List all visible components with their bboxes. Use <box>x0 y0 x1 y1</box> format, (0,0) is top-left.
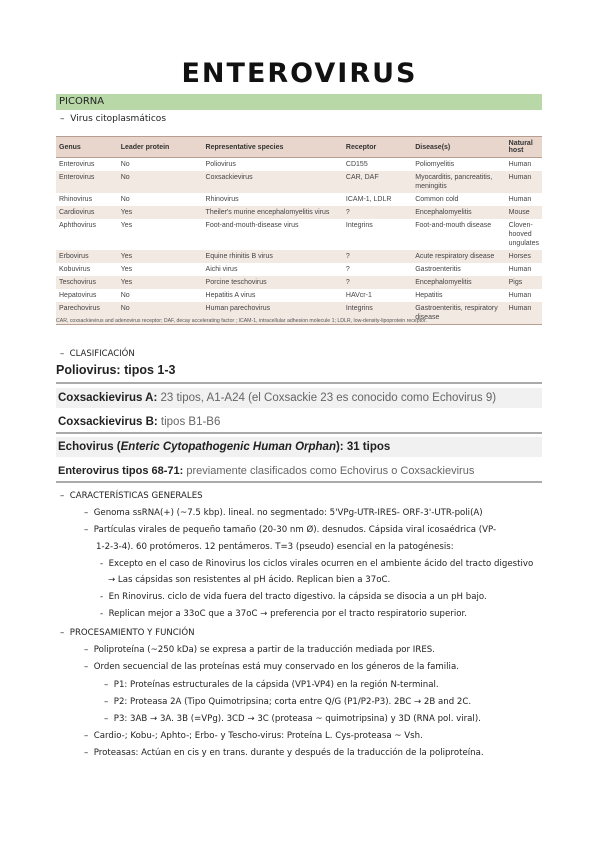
dot-bullet: - <box>100 559 109 569</box>
table-cell: Human <box>508 292 532 299</box>
coxsackie-a-box <box>56 388 542 408</box>
procesamiento-heading <box>60 627 195 639</box>
list-item-text: Excepto en el caso de Rinovirus los ciclos virales ocurren en el ambiente ácido del tracto digestivo <box>108 559 534 569</box>
table-cell: CD155 <box>345 161 368 168</box>
table-row <box>56 289 542 302</box>
table-cell: HAVcr-1 <box>345 292 372 299</box>
list-item-particulas <box>84 524 496 536</box>
table-cell: Yes <box>118 250 203 263</box>
coxsackie-b-desc: tipos B1-B6 <box>157 416 221 428</box>
procesamiento-label: PROCESAMIENTO Y FUNCIÓN <box>69 628 195 638</box>
table-cell: Theiler's murine encephalomyelitis virus <box>203 206 343 219</box>
list-item-p1 <box>104 679 439 691</box>
table-cell: Encephalomyelitis <box>412 206 505 219</box>
list-item-particulas-cont <box>96 541 454 553</box>
dash-bullet: – <box>104 680 114 690</box>
section-header-picorna: PICORNA <box>56 94 542 110</box>
table-cell: Teschovirus <box>56 276 118 289</box>
table-cell: ICAM-1, LDLR <box>345 196 392 203</box>
dash-bullet: – <box>60 491 70 501</box>
list-item-text: Cardio-; Kobu-; Aphto-; Erbo- y Tescho-virus: Proteína L. Cys-proteasa ~ Vsh. <box>93 731 423 741</box>
table-cell: Myocarditis, pancreatitis, meningitis <box>412 171 505 193</box>
table-cell: Human parechovirus <box>203 302 343 325</box>
table-cell: Porcine teschovirus <box>203 276 343 289</box>
table-cell: Poliovirus <box>205 161 236 168</box>
clasificacion-heading <box>60 349 135 359</box>
list-item-text: Poliproteína (~250 kDa) se expresa a partir de la traducción mediada por IRES. <box>93 645 435 655</box>
table-cell: Encephalomyelitis <box>412 276 505 289</box>
list-item-text: En Rinovirus. ciclo de vida fuera del tracto digestivo. la cápsida se disocia a un pH bajo. <box>108 592 487 602</box>
dash-bullet: – <box>84 645 94 655</box>
list-item-text: 1-2-3-4). 60 protómeros. 12 pentámeros. T=3 (pseudo) esencial en la patogénesis: <box>96 542 454 552</box>
list-item-text: Genoma ssRNA(+) (~7.5 kbp). lineal. no segmentado: 5'VPg-UTR-IRES- ORF-3'-UTR-poli(A) <box>93 508 483 518</box>
table-cell: Cardiovirus <box>56 206 118 219</box>
dot-bullet: - <box>100 609 109 619</box>
list-item-rinovirus <box>100 591 487 603</box>
list-item-excepto <box>100 558 533 570</box>
table-cell: Foot-and-mouth disease <box>415 222 492 229</box>
subtitle-text: Virus citoplasmáticos <box>70 114 167 124</box>
table-row <box>56 193 542 206</box>
table-cell: Aichi virus <box>205 266 238 273</box>
table-cell: Human <box>506 171 542 193</box>
table-cell: Pigs <box>506 276 542 289</box>
table-cell: Foot-and-mouth-disease virus <box>205 222 299 229</box>
list-item-text: Proteasas: Actúan en cis y en trans. durante y después de la traducción de la poliproteína. <box>93 748 484 758</box>
list-item-text: P2: Proteasa 2A (Tipo Quimotripsina; corta entre Q/G (P1/P2-P3). 2BC → 2B and 2C. <box>113 697 472 707</box>
col-header: Leader protein <box>118 137 203 158</box>
dash-bullet: – <box>84 662 94 672</box>
table-cell: Yes <box>120 266 133 273</box>
table-row <box>56 158 542 172</box>
dash-bullet: – <box>84 508 94 518</box>
coxsackie-b-box <box>56 412 542 434</box>
table-cell: Yes <box>118 276 203 289</box>
table-cell: Acute respiratory disease <box>412 250 505 263</box>
table-cell: Parechovirus <box>56 302 118 325</box>
dash-bullet: – <box>84 525 94 535</box>
list-item-poliproteina <box>84 644 435 656</box>
table-row <box>56 219 542 250</box>
dash-bullet: – <box>84 731 94 741</box>
list-item-orden <box>84 661 459 673</box>
table-cell: Kobuvirus <box>59 266 91 273</box>
table-cell: Human <box>508 196 532 203</box>
list-item-proteasas <box>84 747 484 759</box>
enterovirus-68-71-box <box>56 461 542 483</box>
table-cell: No <box>118 302 203 325</box>
table-cell: Gastroenteritis <box>415 266 461 273</box>
coxsackie-a-name: Coxsackievirus A: <box>58 392 158 404</box>
table-cell: Horses <box>506 250 542 263</box>
table-row <box>56 250 542 263</box>
caracteristicas-heading <box>60 490 203 502</box>
col-header: Genus <box>56 137 118 158</box>
list-item-replican <box>100 608 467 620</box>
table-cell: Integrins <box>345 222 373 229</box>
table-cell: Hepatitis A virus <box>205 292 256 299</box>
table-cell: Rhinovirus <box>59 196 93 203</box>
dash-bullet: – <box>60 628 70 638</box>
list-item-text: P3: 3AB → 3A. 3B (=VPg). 3CD → 3C (proteasa ~ quimotripsina) y 3D (RNA pol. viral). <box>113 714 481 724</box>
table-cell: Aphthovirus <box>59 222 96 229</box>
dash-bullet: – <box>104 714 114 724</box>
table-cell: Yes <box>120 222 133 229</box>
dash-bullet: – <box>84 748 94 758</box>
table-header-row <box>56 137 542 158</box>
table-cell: Yes <box>118 206 203 219</box>
table-cell: Human <box>508 266 532 273</box>
echovirus-acronym: Enteric Cytopathogenic Human Orphan <box>120 441 336 453</box>
table-cell: Human <box>506 302 542 325</box>
enterovirus-68-71-name: Enterovirus tipos 68-71: <box>58 465 184 477</box>
poliovirus-text: Poliovirus: tipos 1-3 <box>56 363 176 377</box>
table-cell: No <box>118 171 203 193</box>
enterovirus-68-71-desc: previamente clasificados como Echovirus o Coxsackievirus <box>183 465 475 477</box>
table-cell: No <box>120 292 130 299</box>
table-cell: Mouse <box>506 206 542 219</box>
table-cell: CAR, DAF <box>343 171 412 193</box>
table-cell: ? <box>343 276 412 289</box>
table-cell: Rhinovirus <box>205 196 239 203</box>
list-item-p2 <box>104 696 471 708</box>
table-cell: No <box>120 196 130 203</box>
dash-bullet: – <box>60 114 71 124</box>
table-cell: Poliomyelitis <box>415 161 455 168</box>
list-item-text: → Las cápsidas son resistentes al pH ácido. Replican bien a 37oC. <box>108 575 391 585</box>
clasificacion-label: CLASIFICACIÓN <box>69 349 135 359</box>
page-title: ENTEROVIRUS <box>181 58 418 89</box>
picornavirus-genus-table <box>56 136 542 325</box>
dash-bullet: – <box>104 697 114 707</box>
table-row <box>56 206 542 219</box>
table-cell: Common cold <box>415 196 459 203</box>
list-item-cardio <box>84 730 423 742</box>
coxsackie-a-desc: 23 tipos, A1-A24 (el Coxsackie 23 es conocido como Echovirus 9) <box>157 392 497 404</box>
table-cell: ? <box>345 266 350 273</box>
poliovirus-box <box>56 360 542 384</box>
table-cell: Enterovirus <box>59 161 95 168</box>
table-footnote: CAR, coxsackievirus and adenovirus receptor; DAF, decay accelerating factor ; ICAM-1, intracellular adhesion molecule 1; LDLR, low-density-lipoprotein receptor. <box>56 318 427 324</box>
coxsackie-b-name: Coxsackievirus B: <box>58 416 158 428</box>
table-cell: Integrins <box>343 302 412 325</box>
col-header: Disease(s) <box>412 137 505 158</box>
caracteristicas-label: CARACTERÍSTICAS GENERALES <box>69 491 203 501</box>
list-item-text: Replican mejor a 33oC que a 37oC → preferencia por el tracto respiratorio superior. <box>108 609 467 619</box>
dot-bullet: - <box>100 592 109 602</box>
echovirus-box <box>56 437 542 457</box>
echovirus-name: Echovirus ( <box>58 441 121 453</box>
list-item-genoma <box>84 507 483 519</box>
table-row <box>56 276 542 289</box>
table-row <box>56 171 542 193</box>
subtitle-item <box>60 114 166 124</box>
table-cell: Hepatitis <box>415 292 443 299</box>
table-cell: No <box>120 161 130 168</box>
col-header: Receptor <box>343 137 412 158</box>
table-cell: Human <box>508 161 532 168</box>
col-header: Representative species <box>203 137 343 158</box>
table-cell: Gastroenteritis, respiratory disease <box>412 302 505 325</box>
list-item-excepto-cont <box>108 574 390 586</box>
table-cell: ? <box>343 206 412 219</box>
dash-bullet: – <box>60 349 70 359</box>
echovirus-types: ): 31 tipos <box>335 441 391 453</box>
table-cell: Cloven-hooved ungulates <box>508 222 539 247</box>
table-cell: Hepatovirus <box>59 292 97 299</box>
table-cell: Coxsackievirus <box>203 171 343 193</box>
table-cell: Enterovirus <box>56 171 118 193</box>
list-item-text: Orden secuencial de las proteínas está muy conservado en los géneros de la familia. <box>93 662 459 672</box>
col-header: Natural host <box>506 137 542 158</box>
list-item-text: P1: Proteínas estructurales de la cápsida (VP1-VP4) en la región N-terminal. <box>113 680 439 690</box>
table-row <box>56 263 542 276</box>
list-item-text: Partículas virales de pequeño tamaño (20-30 nm Ø). desnudos. Cápsida viral icosaédrica (VP- <box>93 525 497 535</box>
table-cell: Erbovirus <box>56 250 118 263</box>
table-cell: ? <box>343 250 412 263</box>
list-item-p3 <box>104 713 481 725</box>
table-cell: Equine rhinitis B virus <box>203 250 343 263</box>
